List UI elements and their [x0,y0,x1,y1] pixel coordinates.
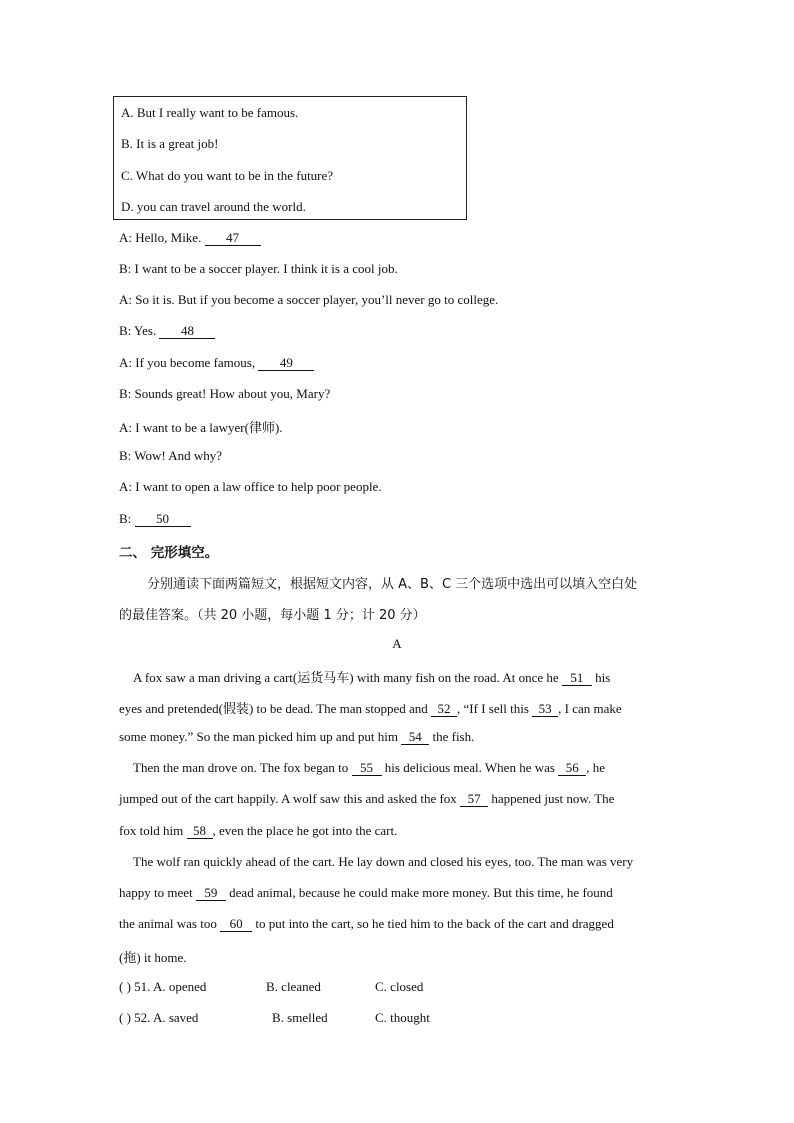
question-52 [119,1010,679,1026]
passage-line [133,760,688,776]
passage-text: jumped out of the cart happily. A wolf saw this and asked the fox [119,791,461,806]
blank-56: 56 [558,761,586,776]
blank-52: 52 [431,702,457,717]
passage-line [119,823,674,839]
blank-50: 50 [135,512,191,527]
blank-58: 58 [187,824,213,839]
passage-line [119,885,674,901]
dialogue-line [119,230,261,246]
question-52-option-a: ( ) 52. A. saved [119,1010,199,1025]
question-51-option-b: B. cleaned [266,979,321,994]
dialogue-line [119,355,314,371]
passage-text: the fish. [429,729,475,744]
dialogue-line [119,511,191,527]
passage-text: A fox saw a man driving a cart(运货马车) with many fish on the road. At once he [133,670,562,685]
passage-text: his [591,670,611,685]
passage-text: , he [586,760,605,775]
option-d: D. you can travel around the world. [121,199,306,214]
passage-text: happy to meet [119,885,196,900]
blank-47: 47 [205,231,261,246]
passage-line [133,667,688,686]
blank-57: 57 [460,792,488,807]
blank-51: 51 [562,671,592,686]
dialogue-line: A: I want to open a law office to help poor people. [119,479,382,494]
question-51 [119,979,679,995]
blank-55: 55 [352,761,382,776]
dialogue-text: A: Hello, Mike. [119,230,205,245]
passage-text: his delicious meal. When he was [381,760,559,775]
passage-text: Then the man drove on. The fox began to [133,760,352,775]
passage-text: fox told him [119,823,187,838]
blank-59: 59 [196,886,226,901]
question-51-option-a: ( ) 51. A. opened [119,979,207,994]
passage-text: , “If I sell this [457,701,533,716]
dialogue-line: A: I want to be a lawyer(律师). [119,420,283,435]
blank-53: 53 [532,702,558,717]
passage-line [119,698,674,717]
dialogue-line [119,323,215,339]
passage-line [119,916,674,932]
dialogue-line: B: I want to be a soccer player. I think it is a cool job. [119,261,398,276]
option-b: B. It is a great job! [121,136,219,151]
passage-text: happened just now. The [488,791,615,806]
passage-line [119,729,674,745]
dialogue-line: B: Wow! And why? [119,448,223,463]
question-51-option-c: C. closed [375,979,424,994]
option-a: A. But I really want to be famous. [121,105,299,120]
passage-text: some money.” So the man picked him up and put him [119,729,402,744]
dialogue-text: B: [119,511,135,526]
passage-text: the animal was too [119,916,221,931]
blank-49: 49 [258,356,314,371]
question-52-option-b: B. smelled [272,1010,328,1025]
blank-54: 54 [401,730,429,745]
dialogue-text: A: If you become famous, [119,355,259,370]
section-heading: 二、 完形填空。 [119,545,219,561]
options-box [113,96,467,220]
passage-text: eyes and pretended(假装) to be dead. The man stopped and [119,701,432,716]
passage-line: (拖) it home. [119,950,187,965]
blank-60: 60 [220,917,252,932]
blank-48: 48 [159,324,215,339]
passage-text: , even the place he got into the cart. [212,823,398,838]
passage-label: A [392,636,402,651]
passage-line: The wolf ran quickly ahead of the cart. He lay down and closed his eyes, too. The man was very [133,854,634,869]
dialogue-line: A: So it is. But if you become a soccer player, you’ll never go to college. [119,292,499,307]
passage-line [119,791,674,807]
passage-text: , I can make [558,701,622,716]
passage-text: to put into the cart, so he tied him to the back of the cart and dragged [252,916,614,931]
option-c: C. What do you want to be in the future? [121,168,334,183]
instructions-line-2: 的最佳答案。（共 20 小题，每小题 1 分；计 20 分） [119,608,426,623]
dialogue-line: B: Sounds great! How about you, Mary? [119,386,331,401]
dialogue-text: B: Yes. [119,323,160,338]
instructions-line-1: 分别通读下面两篇短文，根据短文内容，从 A、B、C 三个选项中选出可以填入空白处 [147,577,638,592]
question-52-option-c: C. thought [375,1010,430,1025]
passage-text: dead animal, because he could make more money. But this time, he found [225,885,613,900]
